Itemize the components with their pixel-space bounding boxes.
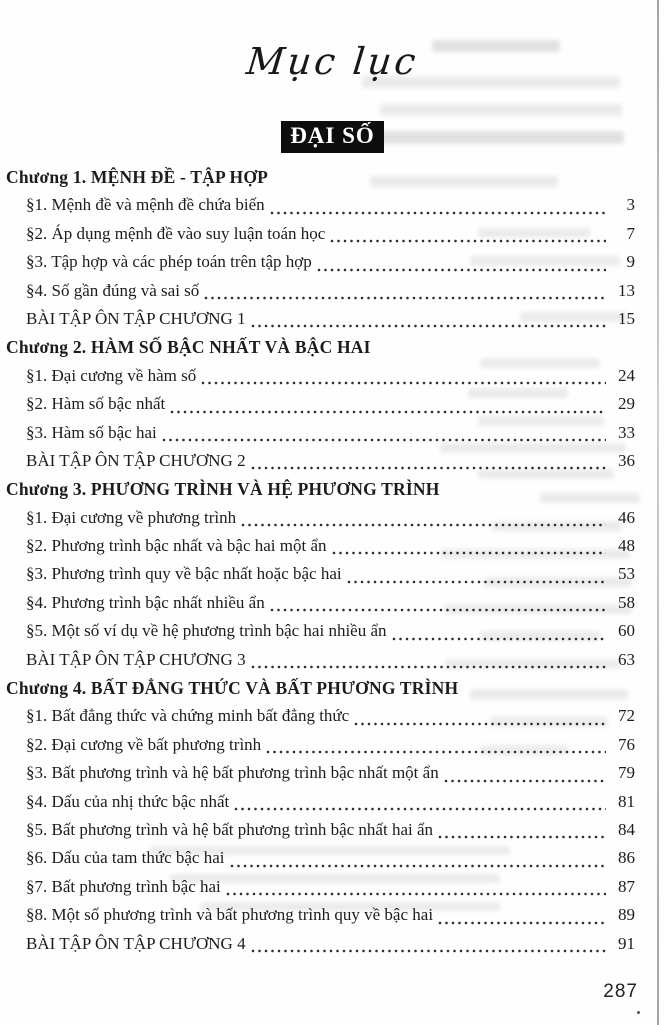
toc-entry-page: 84 — [618, 819, 635, 839]
toc-entry — [6, 532, 635, 560]
bleedthrough-artifact — [380, 104, 622, 116]
dot-leader — [226, 891, 606, 897]
toc-entry-page: 15 — [618, 308, 635, 328]
toc-entry-label: BÀI TẬP ÔN TẬP CHƯƠNG 2 — [26, 450, 246, 470]
toc-entry-page: 7 — [626, 223, 635, 243]
toc-entry-label: §8. Một số phương trình và bất phương trình quy về bậc hai — [26, 905, 434, 925]
toc-entry — [6, 447, 635, 475]
toc-title: Mục lục — [244, 40, 421, 83]
toc-entry-page: 24 — [618, 365, 635, 385]
chapter-heading: Chương 1. MỆNH ĐỀ - TẬP HỢP — [6, 167, 269, 187]
toc-entry — [6, 617, 635, 645]
toc-entry-label: §4. Dấu của nhị thức bậc nhất — [26, 791, 230, 811]
section-banner-wrap — [0, 121, 665, 153]
toc-entry-label: BÀI TẬP ÔN TẬP CHƯƠNG 1 — [26, 308, 246, 328]
toc-entry-page: 89 — [618, 905, 635, 925]
dot-leader — [251, 948, 606, 954]
dot-leader — [354, 721, 606, 727]
toc-entry-label: §1. Đại cương về phương trình — [26, 507, 237, 527]
toc-entry-page: 63 — [618, 649, 635, 669]
toc-entry-page: 13 — [618, 280, 635, 300]
dot-leader — [201, 380, 606, 386]
toc-entry-page: 33 — [618, 422, 635, 442]
toc-entry-page: 53 — [618, 564, 635, 584]
dot-leader — [251, 465, 606, 471]
toc-entry — [6, 589, 635, 617]
toc-entry-label: §7. Bất phương trình bậc hai — [26, 876, 221, 896]
toc-entry — [6, 873, 635, 901]
dot-leader — [251, 323, 606, 329]
toc-entry-label: §1. Đại cương về hàm số — [26, 365, 197, 385]
toc-entry-label: §4. Phương trình bậc nhất nhiều ẩn — [26, 592, 265, 612]
toc-entry — [6, 277, 635, 305]
toc-entry-page: 87 — [618, 876, 635, 896]
toc-entry — [6, 788, 635, 816]
dot-leader — [270, 607, 606, 613]
toc-entry-page: 58 — [618, 592, 635, 612]
toc-entry-label: §5. Bất phương trình và hệ bất phương trình bậc nhất hai ẩn — [26, 819, 434, 839]
dot-leader — [347, 579, 606, 585]
toc-entry-label: §1. Mệnh đề và mệnh đề chứa biến — [26, 195, 265, 215]
dot-leader — [332, 550, 606, 556]
dot-leader — [230, 863, 607, 869]
toc-entry-label: §2. Đại cương về bất phương trình — [26, 734, 262, 754]
dot-leader — [317, 267, 606, 273]
toc-entry — [6, 419, 635, 447]
toc-entry-label: §3. Tập hợp và các phép toán trên tập hợp — [26, 252, 312, 272]
dot-leader — [170, 409, 606, 415]
dot-leader — [234, 806, 606, 812]
toc-entry-page: 46 — [618, 507, 635, 527]
toc-entry-page: 86 — [618, 848, 635, 868]
toc-entry-page: 81 — [618, 791, 635, 811]
chapter-heading: Chương 2. HÀM SỐ BẬC NHẤT VÀ BẬC HAI — [6, 337, 371, 358]
toc-entry — [6, 930, 635, 958]
toc-entry — [6, 560, 635, 588]
dot-leader — [266, 749, 606, 755]
toc-list — [6, 163, 635, 958]
toc-entry-page: 9 — [626, 252, 635, 272]
dot-leader — [241, 522, 606, 528]
toc-entry — [6, 646, 635, 674]
toc-entry — [6, 816, 635, 844]
dot-leader — [204, 295, 606, 301]
dot-leader — [330, 238, 606, 244]
toc-entry-page: 29 — [618, 394, 635, 414]
chapter-heading: Chương 3. PHƯƠNG TRÌNH VÀ HỆ PHƯƠNG TRÌNH — [6, 479, 440, 500]
toc-entry-label: §1. Bất đẳng thức và chứng minh bất đẳng thức — [26, 706, 350, 726]
toc-entry-page: 48 — [618, 536, 635, 556]
toc-entry-label: §2. Áp dụng mệnh đề vào suy luận toán học — [26, 223, 326, 243]
dot-leader — [251, 664, 606, 670]
section-banner-dai-so: ĐẠI SỐ — [281, 121, 384, 153]
toc-entry-label: §6. Dấu của tam thức bậc hai — [26, 848, 225, 868]
toc-entry-label: §3. Bất phương trình và hệ bất phương trình bậc nhất một ẩn — [26, 763, 439, 783]
toc-entry-page: 3 — [626, 195, 635, 215]
scan-speck — [637, 1011, 640, 1014]
dot-leader — [270, 210, 606, 216]
toc-entry — [6, 901, 635, 929]
chapter-heading: Chương 4. BẤT ĐẲNG THỨC VÀ BẤT PHƯƠNG TRÌNH — [6, 678, 459, 699]
toc-entry — [6, 248, 635, 276]
toc-entry — [6, 390, 635, 418]
dot-leader — [444, 778, 606, 784]
page-number: 287 — [603, 981, 638, 1002]
toc-entry — [6, 844, 635, 872]
toc-entry-label: §2. Phương trình bậc nhất và bậc hai một ẩn — [26, 536, 327, 556]
toc-entry-label: §4. Số gần đúng và sai số — [26, 280, 200, 300]
toc-entry — [6, 191, 635, 219]
toc-entry — [6, 702, 635, 730]
toc-entry — [6, 504, 635, 532]
toc-entry-label: §3. Hàm số bậc hai — [26, 422, 157, 442]
dot-leader — [392, 636, 606, 642]
toc-entry-page: 76 — [618, 734, 635, 754]
toc-entry-label: BÀI TẬP ÔN TẬP CHƯƠNG 4 — [26, 933, 246, 953]
toc-entry-page: 60 — [618, 621, 635, 641]
page-edge-shadow — [657, 0, 659, 1025]
toc-entry — [6, 305, 635, 333]
toc-entry-label: §5. Một số ví dụ về hệ phương trình bậc hai nhiều ẩn — [26, 621, 387, 641]
dot-leader — [438, 920, 606, 926]
toc-entry-label: BÀI TẬP ÔN TẬP CHƯƠNG 3 — [26, 649, 246, 669]
toc-entry-label: §3. Phương trình quy về bậc nhất hoặc bậc hai — [26, 564, 342, 584]
toc-entry — [6, 220, 635, 248]
dot-leader — [162, 437, 606, 443]
toc-entry-page: 36 — [618, 450, 635, 470]
toc-entry-page: 79 — [618, 763, 635, 783]
toc-entry-label: §2. Hàm số bậc nhất — [26, 394, 166, 414]
toc-entry-page: 91 — [618, 933, 635, 953]
dot-leader — [438, 834, 606, 840]
toc-entry — [6, 731, 635, 759]
toc-entry — [6, 759, 635, 787]
toc-entry — [6, 362, 635, 390]
toc-entry-page: 72 — [618, 706, 635, 726]
